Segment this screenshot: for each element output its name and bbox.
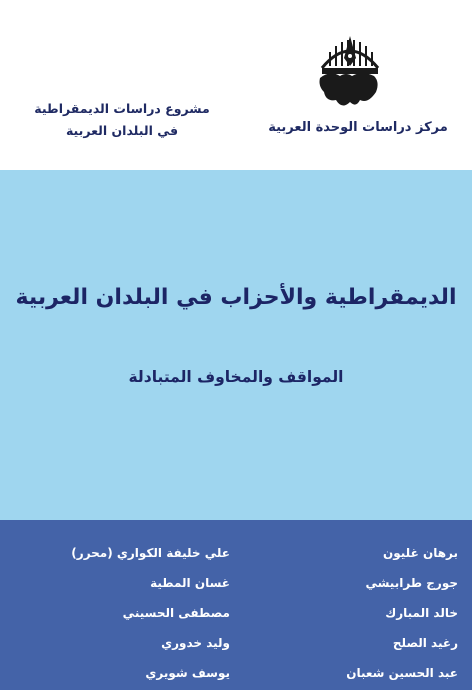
author-name: مصطفى الحسيني: [122, 606, 230, 620]
author-name: عبد الحسين شعبان: [346, 666, 458, 680]
book-title: الديمقراطية والأحزاب في البلدان العربية: [15, 285, 457, 310]
series-title: [22, 98, 222, 142]
book-subtitle: المواقف والمخاوف المتبادلة: [128, 368, 344, 386]
author-name: يوسف شويري: [145, 666, 230, 680]
author-name: جورج طرابيشي: [365, 576, 458, 590]
author-name: وليد خدوري: [161, 636, 230, 650]
series-line-1: مشروع دراسات الديمقراطية: [34, 101, 210, 116]
authors-band: [0, 520, 472, 690]
author-name: برهان غليون: [383, 546, 458, 560]
authors-right-column: [258, 538, 458, 688]
author-name: علي خليفة الكواري (محرر): [71, 546, 230, 560]
authors-left-column: [30, 538, 230, 688]
author-name: رغيد الصلح: [392, 636, 458, 650]
title-band: [0, 170, 472, 520]
publisher-logo-icon: [316, 30, 384, 114]
author-name: خالد المبارك: [385, 606, 458, 620]
top-band: [0, 0, 472, 170]
author-name: غسان المطية: [150, 576, 230, 590]
series-line-2: في البلدان العربية: [65, 123, 179, 138]
publisher-name: مركز دراسات الوحدة العربية: [268, 120, 448, 135]
